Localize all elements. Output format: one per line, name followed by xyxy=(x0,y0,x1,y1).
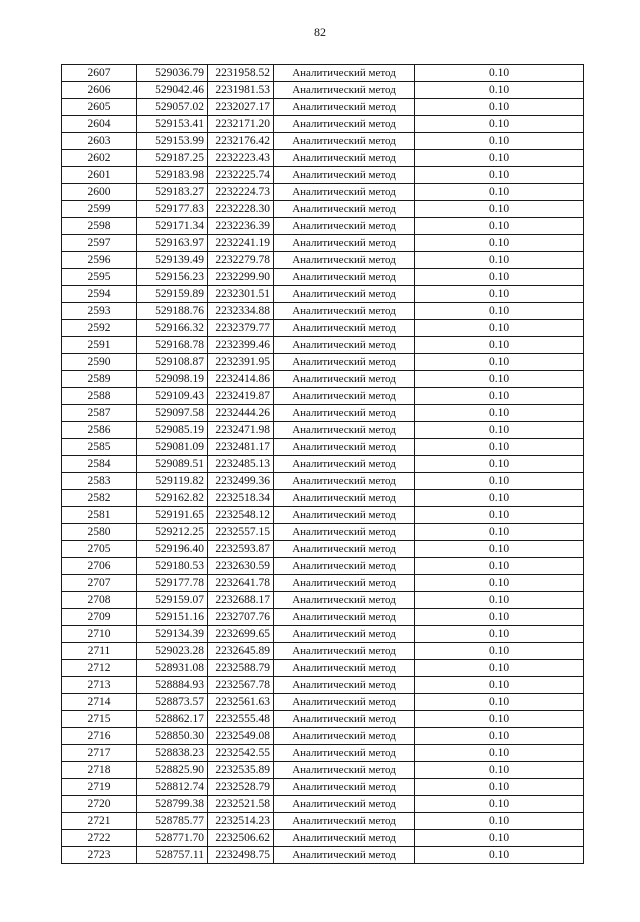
x-coordinate-cell: 529151.16 xyxy=(137,609,208,626)
table-row xyxy=(62,660,584,677)
x-coordinate-cell: 528931.08 xyxy=(137,660,208,677)
coordinates-table xyxy=(61,64,584,864)
error-cell: 0.10 xyxy=(415,65,584,82)
method-cell: Аналитический метод xyxy=(274,218,415,235)
x-coordinate-cell: 529085.19 xyxy=(137,422,208,439)
y-coordinate-cell: 2232241.19 xyxy=(208,235,274,252)
method-cell: Аналитический метод xyxy=(274,609,415,626)
x-coordinate-cell: 529153.99 xyxy=(137,133,208,150)
table-row xyxy=(62,133,584,150)
method-cell: Аналитический метод xyxy=(274,626,415,643)
x-coordinate-cell: 529108.87 xyxy=(137,354,208,371)
error-cell: 0.10 xyxy=(415,184,584,201)
point-number-cell: 2713 xyxy=(62,677,137,694)
table-row xyxy=(62,116,584,133)
method-cell: Аналитический метод xyxy=(274,320,415,337)
error-cell: 0.10 xyxy=(415,660,584,677)
method-cell: Аналитический метод xyxy=(274,388,415,405)
point-number-cell: 2587 xyxy=(62,405,137,422)
point-number-cell: 2600 xyxy=(62,184,137,201)
x-coordinate-cell: 529183.27 xyxy=(137,184,208,201)
y-coordinate-cell: 2232514.23 xyxy=(208,813,274,830)
x-coordinate-cell: 529188.76 xyxy=(137,303,208,320)
error-cell: 0.10 xyxy=(415,116,584,133)
method-cell: Аналитический метод xyxy=(274,184,415,201)
y-coordinate-cell: 2232588.79 xyxy=(208,660,274,677)
x-coordinate-cell: 529163.97 xyxy=(137,235,208,252)
y-coordinate-cell: 2232334.88 xyxy=(208,303,274,320)
y-coordinate-cell: 2232379.77 xyxy=(208,320,274,337)
method-cell: Аналитический метод xyxy=(274,779,415,796)
method-cell: Аналитический метод xyxy=(274,745,415,762)
point-number-cell: 2605 xyxy=(62,99,137,116)
table-row xyxy=(62,728,584,745)
y-coordinate-cell: 2232499.36 xyxy=(208,473,274,490)
table-row xyxy=(62,558,584,575)
point-number-cell: 2599 xyxy=(62,201,137,218)
table-row xyxy=(62,711,584,728)
point-number-cell: 2604 xyxy=(62,116,137,133)
method-cell: Аналитический метод xyxy=(274,303,415,320)
x-coordinate-cell: 529089.51 xyxy=(137,456,208,473)
table-row xyxy=(62,694,584,711)
y-coordinate-cell: 2232549.08 xyxy=(208,728,274,745)
table-row xyxy=(62,745,584,762)
error-cell: 0.10 xyxy=(415,439,584,456)
x-coordinate-cell: 529159.07 xyxy=(137,592,208,609)
point-number-cell: 2709 xyxy=(62,609,137,626)
point-number-cell: 2590 xyxy=(62,354,137,371)
error-cell: 0.10 xyxy=(415,388,584,405)
y-coordinate-cell: 2232498.75 xyxy=(208,847,274,864)
error-cell: 0.10 xyxy=(415,82,584,99)
point-number-cell: 2580 xyxy=(62,524,137,541)
table-row xyxy=(62,796,584,813)
y-coordinate-cell: 2232645.89 xyxy=(208,643,274,660)
table-row xyxy=(62,626,584,643)
point-number-cell: 2723 xyxy=(62,847,137,864)
error-cell: 0.10 xyxy=(415,745,584,762)
y-coordinate-cell: 2231958.52 xyxy=(208,65,274,82)
y-coordinate-cell: 2232027.17 xyxy=(208,99,274,116)
point-number-cell: 2722 xyxy=(62,830,137,847)
method-cell: Аналитический метод xyxy=(274,269,415,286)
x-coordinate-cell: 529180.53 xyxy=(137,558,208,575)
method-cell: Аналитический метод xyxy=(274,167,415,184)
point-number-cell: 2594 xyxy=(62,286,137,303)
method-cell: Аналитический метод xyxy=(274,456,415,473)
x-coordinate-cell: 529166.32 xyxy=(137,320,208,337)
point-number-cell: 2582 xyxy=(62,490,137,507)
table-row xyxy=(62,507,584,524)
y-coordinate-cell: 2231981.53 xyxy=(208,82,274,99)
error-cell: 0.10 xyxy=(415,201,584,218)
x-coordinate-cell: 529109.43 xyxy=(137,388,208,405)
error-cell: 0.10 xyxy=(415,592,584,609)
y-coordinate-cell: 2232301.51 xyxy=(208,286,274,303)
table-row xyxy=(62,65,584,82)
y-coordinate-cell: 2232548.12 xyxy=(208,507,274,524)
method-cell: Аналитический метод xyxy=(274,490,415,507)
error-cell: 0.10 xyxy=(415,541,584,558)
error-cell: 0.10 xyxy=(415,524,584,541)
point-number-cell: 2585 xyxy=(62,439,137,456)
point-number-cell: 2581 xyxy=(62,507,137,524)
point-number-cell: 2720 xyxy=(62,796,137,813)
x-coordinate-cell: 529139.49 xyxy=(137,252,208,269)
error-cell: 0.10 xyxy=(415,711,584,728)
y-coordinate-cell: 2232699.65 xyxy=(208,626,274,643)
x-coordinate-cell: 529057.02 xyxy=(137,99,208,116)
x-coordinate-cell: 528825.90 xyxy=(137,762,208,779)
table-row xyxy=(62,524,584,541)
error-cell: 0.10 xyxy=(415,303,584,320)
table-row xyxy=(62,167,584,184)
point-number-cell: 2607 xyxy=(62,65,137,82)
error-cell: 0.10 xyxy=(415,371,584,388)
y-coordinate-cell: 2232225.74 xyxy=(208,167,274,184)
y-coordinate-cell: 2232419.87 xyxy=(208,388,274,405)
method-cell: Аналитический метод xyxy=(274,65,415,82)
point-number-cell: 2584 xyxy=(62,456,137,473)
error-cell: 0.10 xyxy=(415,796,584,813)
error-cell: 0.10 xyxy=(415,354,584,371)
x-coordinate-cell: 529191.65 xyxy=(137,507,208,524)
x-coordinate-cell: 529196.40 xyxy=(137,541,208,558)
y-coordinate-cell: 2232223.43 xyxy=(208,150,274,167)
point-number-cell: 2712 xyxy=(62,660,137,677)
error-cell: 0.10 xyxy=(415,337,584,354)
error-cell: 0.10 xyxy=(415,405,584,422)
y-coordinate-cell: 2232399.46 xyxy=(208,337,274,354)
point-number-cell: 2598 xyxy=(62,218,137,235)
point-number-cell: 2706 xyxy=(62,558,137,575)
y-coordinate-cell: 2232707.76 xyxy=(208,609,274,626)
table-row xyxy=(62,456,584,473)
table-body xyxy=(62,65,584,864)
y-coordinate-cell: 2232506.62 xyxy=(208,830,274,847)
x-coordinate-cell: 528785.77 xyxy=(137,813,208,830)
point-number-cell: 2603 xyxy=(62,133,137,150)
table-row xyxy=(62,337,584,354)
point-number-cell: 2708 xyxy=(62,592,137,609)
point-number-cell: 2583 xyxy=(62,473,137,490)
point-number-cell: 2710 xyxy=(62,626,137,643)
table-row xyxy=(62,422,584,439)
point-number-cell: 2707 xyxy=(62,575,137,592)
table-row xyxy=(62,473,584,490)
method-cell: Аналитический метод xyxy=(274,82,415,99)
table-row xyxy=(62,150,584,167)
method-cell: Аналитический метод xyxy=(274,694,415,711)
error-cell: 0.10 xyxy=(415,677,584,694)
method-cell: Аналитический метод xyxy=(274,796,415,813)
x-coordinate-cell: 529081.09 xyxy=(137,439,208,456)
x-coordinate-cell: 529036.79 xyxy=(137,65,208,82)
method-cell: Аналитический метод xyxy=(274,643,415,660)
x-coordinate-cell: 529097.58 xyxy=(137,405,208,422)
error-cell: 0.10 xyxy=(415,779,584,796)
error-cell: 0.10 xyxy=(415,252,584,269)
error-cell: 0.10 xyxy=(415,507,584,524)
method-cell: Аналитический метод xyxy=(274,830,415,847)
method-cell: Аналитический метод xyxy=(274,558,415,575)
table-row xyxy=(62,490,584,507)
y-coordinate-cell: 2232471.98 xyxy=(208,422,274,439)
table-row xyxy=(62,575,584,592)
table-row xyxy=(62,269,584,286)
point-number-cell: 2588 xyxy=(62,388,137,405)
point-number-cell: 2597 xyxy=(62,235,137,252)
table-row xyxy=(62,354,584,371)
point-number-cell: 2602 xyxy=(62,150,137,167)
method-cell: Аналитический метод xyxy=(274,150,415,167)
x-coordinate-cell: 528884.93 xyxy=(137,677,208,694)
table-row xyxy=(62,830,584,847)
y-coordinate-cell: 2232236.39 xyxy=(208,218,274,235)
table-row xyxy=(62,813,584,830)
y-coordinate-cell: 2232593.87 xyxy=(208,541,274,558)
table-row xyxy=(62,218,584,235)
method-cell: Аналитический метод xyxy=(274,541,415,558)
error-cell: 0.10 xyxy=(415,813,584,830)
method-cell: Аналитический метод xyxy=(274,235,415,252)
error-cell: 0.10 xyxy=(415,320,584,337)
y-coordinate-cell: 2232528.79 xyxy=(208,779,274,796)
y-coordinate-cell: 2232688.17 xyxy=(208,592,274,609)
error-cell: 0.10 xyxy=(415,490,584,507)
method-cell: Аналитический метод xyxy=(274,422,415,439)
method-cell: Аналитический метод xyxy=(274,337,415,354)
y-coordinate-cell: 2232228.30 xyxy=(208,201,274,218)
x-coordinate-cell: 529156.23 xyxy=(137,269,208,286)
error-cell: 0.10 xyxy=(415,830,584,847)
method-cell: Аналитический метод xyxy=(274,728,415,745)
point-number-cell: 2721 xyxy=(62,813,137,830)
method-cell: Аналитический метод xyxy=(274,286,415,303)
y-coordinate-cell: 2232414.86 xyxy=(208,371,274,388)
table-row xyxy=(62,609,584,626)
point-number-cell: 2719 xyxy=(62,779,137,796)
error-cell: 0.10 xyxy=(415,133,584,150)
method-cell: Аналитический метод xyxy=(274,133,415,150)
table-row xyxy=(62,779,584,796)
error-cell: 0.10 xyxy=(415,150,584,167)
method-cell: Аналитический метод xyxy=(274,575,415,592)
error-cell: 0.10 xyxy=(415,269,584,286)
x-coordinate-cell: 529187.25 xyxy=(137,150,208,167)
table-row xyxy=(62,201,584,218)
method-cell: Аналитический метод xyxy=(274,813,415,830)
x-coordinate-cell: 529023.28 xyxy=(137,643,208,660)
error-cell: 0.10 xyxy=(415,235,584,252)
y-coordinate-cell: 2232557.15 xyxy=(208,524,274,541)
error-cell: 0.10 xyxy=(415,473,584,490)
y-coordinate-cell: 2232391.95 xyxy=(208,354,274,371)
y-coordinate-cell: 2232176.42 xyxy=(208,133,274,150)
x-coordinate-cell: 528757.11 xyxy=(137,847,208,864)
point-number-cell: 2711 xyxy=(62,643,137,660)
x-coordinate-cell: 529119.82 xyxy=(137,473,208,490)
error-cell: 0.10 xyxy=(415,558,584,575)
error-cell: 0.10 xyxy=(415,575,584,592)
table-row xyxy=(62,286,584,303)
x-coordinate-cell: 528838.23 xyxy=(137,745,208,762)
point-number-cell: 2596 xyxy=(62,252,137,269)
x-coordinate-cell: 529042.46 xyxy=(137,82,208,99)
y-coordinate-cell: 2232561.63 xyxy=(208,694,274,711)
table-row xyxy=(62,320,584,337)
point-number-cell: 2592 xyxy=(62,320,137,337)
y-coordinate-cell: 2232542.55 xyxy=(208,745,274,762)
point-number-cell: 2589 xyxy=(62,371,137,388)
y-coordinate-cell: 2232485.13 xyxy=(208,456,274,473)
x-coordinate-cell: 529162.82 xyxy=(137,490,208,507)
y-coordinate-cell: 2232299.90 xyxy=(208,269,274,286)
point-number-cell: 2595 xyxy=(62,269,137,286)
table-row xyxy=(62,405,584,422)
method-cell: Аналитический метод xyxy=(274,99,415,116)
error-cell: 0.10 xyxy=(415,456,584,473)
point-number-cell: 2717 xyxy=(62,745,137,762)
error-cell: 0.10 xyxy=(415,694,584,711)
error-cell: 0.10 xyxy=(415,643,584,660)
error-cell: 0.10 xyxy=(415,218,584,235)
point-number-cell: 2606 xyxy=(62,82,137,99)
x-coordinate-cell: 529098.19 xyxy=(137,371,208,388)
point-number-cell: 2593 xyxy=(62,303,137,320)
y-coordinate-cell: 2232567.78 xyxy=(208,677,274,694)
table-row xyxy=(62,439,584,456)
point-number-cell: 2601 xyxy=(62,167,137,184)
point-number-cell: 2714 xyxy=(62,694,137,711)
point-number-cell: 2591 xyxy=(62,337,137,354)
y-coordinate-cell: 2232171.20 xyxy=(208,116,274,133)
y-coordinate-cell: 2232518.34 xyxy=(208,490,274,507)
method-cell: Аналитический метод xyxy=(274,660,415,677)
method-cell: Аналитический метод xyxy=(274,201,415,218)
x-coordinate-cell: 529168.78 xyxy=(137,337,208,354)
method-cell: Аналитический метод xyxy=(274,592,415,609)
table-row xyxy=(62,592,584,609)
table-row xyxy=(62,541,584,558)
table-row xyxy=(62,184,584,201)
point-number-cell: 2586 xyxy=(62,422,137,439)
y-coordinate-cell: 2232555.48 xyxy=(208,711,274,728)
method-cell: Аналитический метод xyxy=(274,762,415,779)
y-coordinate-cell: 2232279.78 xyxy=(208,252,274,269)
x-coordinate-cell: 528850.30 xyxy=(137,728,208,745)
method-cell: Аналитический метод xyxy=(274,252,415,269)
table-row xyxy=(62,643,584,660)
method-cell: Аналитический метод xyxy=(274,116,415,133)
error-cell: 0.10 xyxy=(415,99,584,116)
x-coordinate-cell: 529177.83 xyxy=(137,201,208,218)
error-cell: 0.10 xyxy=(415,762,584,779)
x-coordinate-cell: 529134.39 xyxy=(137,626,208,643)
method-cell: Аналитический метод xyxy=(274,524,415,541)
table-row xyxy=(62,677,584,694)
x-coordinate-cell: 529153.41 xyxy=(137,116,208,133)
y-coordinate-cell: 2232521.58 xyxy=(208,796,274,813)
error-cell: 0.10 xyxy=(415,286,584,303)
table-row xyxy=(62,762,584,779)
x-coordinate-cell: 529177.78 xyxy=(137,575,208,592)
error-cell: 0.10 xyxy=(415,847,584,864)
table-row xyxy=(62,235,584,252)
x-coordinate-cell: 528771.70 xyxy=(137,830,208,847)
error-cell: 0.10 xyxy=(415,626,584,643)
error-cell: 0.10 xyxy=(415,609,584,626)
method-cell: Аналитический метод xyxy=(274,354,415,371)
error-cell: 0.10 xyxy=(415,422,584,439)
x-coordinate-cell: 528799.38 xyxy=(137,796,208,813)
table-row xyxy=(62,82,584,99)
table-row xyxy=(62,847,584,864)
table-row xyxy=(62,99,584,116)
x-coordinate-cell: 528812.74 xyxy=(137,779,208,796)
point-number-cell: 2705 xyxy=(62,541,137,558)
method-cell: Аналитический метод xyxy=(274,847,415,864)
x-coordinate-cell: 529212.25 xyxy=(137,524,208,541)
x-coordinate-cell: 529183.98 xyxy=(137,167,208,184)
method-cell: Аналитический метод xyxy=(274,507,415,524)
table-row xyxy=(62,371,584,388)
y-coordinate-cell: 2232224.73 xyxy=(208,184,274,201)
y-coordinate-cell: 2232481.17 xyxy=(208,439,274,456)
x-coordinate-cell: 529171.34 xyxy=(137,218,208,235)
x-coordinate-cell: 528862.17 xyxy=(137,711,208,728)
method-cell: Аналитический метод xyxy=(274,711,415,728)
method-cell: Аналитический метод xyxy=(274,405,415,422)
error-cell: 0.10 xyxy=(415,167,584,184)
method-cell: Аналитический метод xyxy=(274,677,415,694)
method-cell: Аналитический метод xyxy=(274,439,415,456)
table-row xyxy=(62,252,584,269)
method-cell: Аналитический метод xyxy=(274,371,415,388)
x-coordinate-cell: 529159.89 xyxy=(137,286,208,303)
page-number: 82 xyxy=(314,25,326,39)
table-row xyxy=(62,303,584,320)
point-number-cell: 2716 xyxy=(62,728,137,745)
point-number-cell: 2718 xyxy=(62,762,137,779)
y-coordinate-cell: 2232641.78 xyxy=(208,575,274,592)
x-coordinate-cell: 528873.57 xyxy=(137,694,208,711)
y-coordinate-cell: 2232444.26 xyxy=(208,405,274,422)
error-cell: 0.10 xyxy=(415,728,584,745)
table-row xyxy=(62,388,584,405)
y-coordinate-cell: 2232535.89 xyxy=(208,762,274,779)
y-coordinate-cell: 2232630.59 xyxy=(208,558,274,575)
point-number-cell: 2715 xyxy=(62,711,137,728)
method-cell: Аналитический метод xyxy=(274,473,415,490)
